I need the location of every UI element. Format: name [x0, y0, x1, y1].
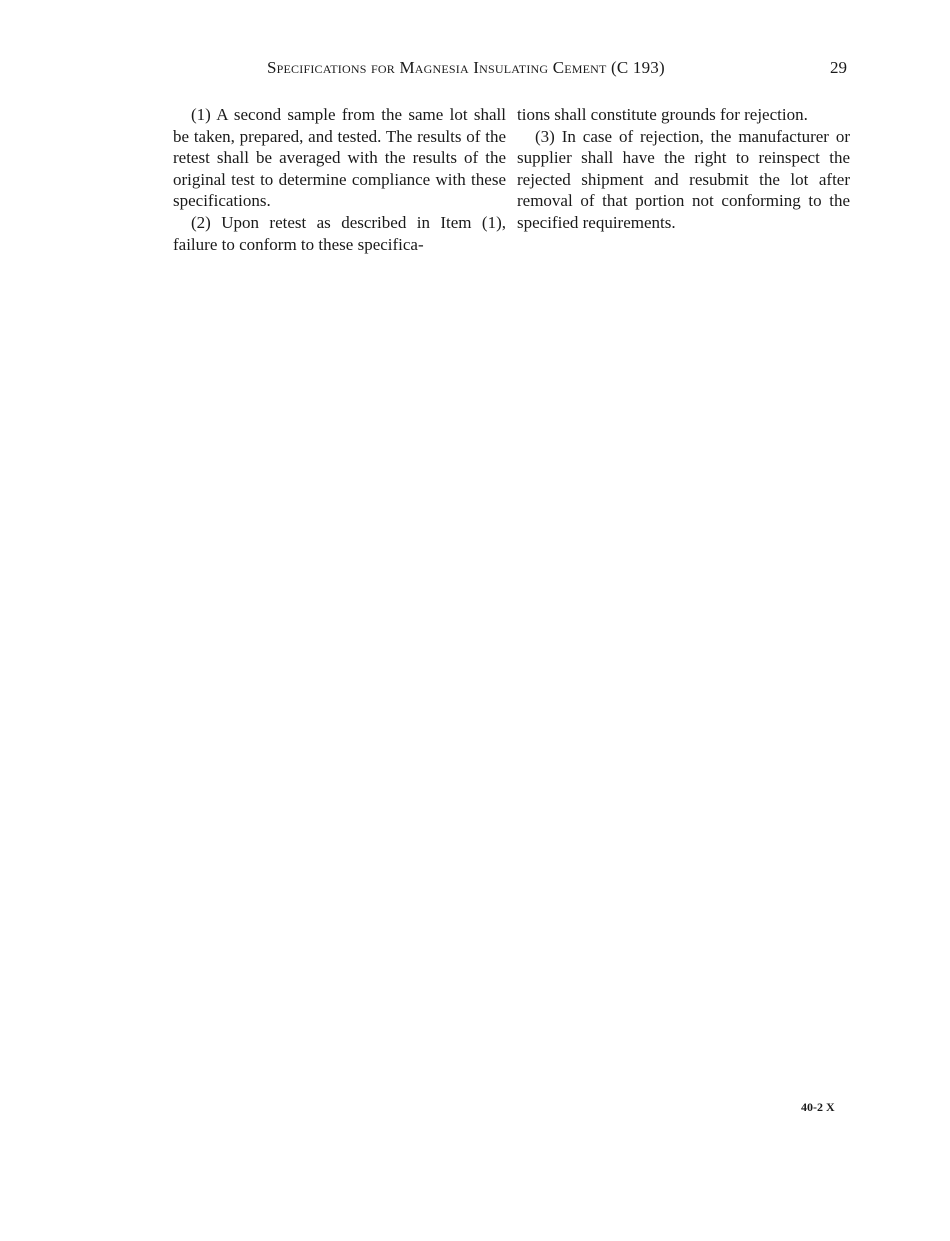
paragraph-item-3: (3) In case of rejection, the manufacturer or supplier shall have the right to reinspect the rejected shipment and resubmit the lot after removal of that portion not conforming to the specified requirements. [517, 126, 850, 232]
right-column [517, 104, 850, 234]
paragraph-item-1: (1) A second sample from the same lot shall be taken, prepared, and tested. The results of the retest shall be averaged with the results of the original test to determine compliance with these specifications. [173, 105, 506, 211]
paragraph-item-2: (2) Upon retest as described in Item (1), failure to conform to these specifica- [173, 212, 506, 254]
running-head: Specifications for Magnesia Insulating Cement (C 193) [267, 58, 665, 77]
paragraph-continuation: tions shall constitute grounds for rejection. [517, 105, 808, 124]
page-number: 29 [830, 58, 847, 77]
footer-code: 40-2 X [801, 1100, 835, 1114]
left-column [173, 104, 506, 255]
